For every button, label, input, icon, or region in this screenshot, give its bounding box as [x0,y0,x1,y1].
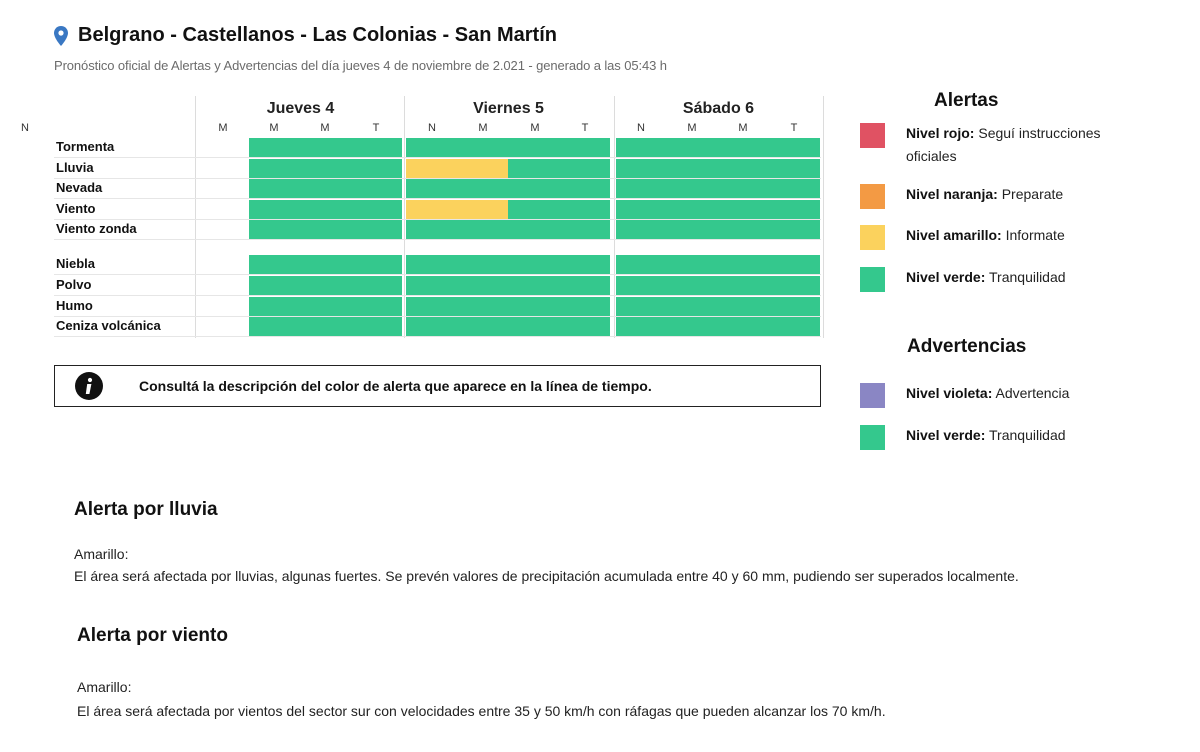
timeline-cell [249,297,287,316]
timeline-cell [326,297,364,316]
timeline-cell [364,317,402,336]
row-label: Viento [56,201,96,216]
timeline-cell [287,138,325,157]
slot-label: M [218,122,228,134]
legend-swatch-naranja [860,184,885,209]
legend-level-name: Nivel amarillo: [906,227,1002,243]
timeline-cell [718,159,769,178]
slot-label: T [790,122,798,134]
timeline-cell [508,255,559,274]
timeline-cell [559,179,610,198]
timeline-cell [457,179,508,198]
timeline-cell [406,317,457,336]
day-header-2: Viernes 5 [473,100,544,117]
timeline-cell [364,200,402,219]
slot-label: N [21,122,29,134]
legend-swatch-amarillo [860,225,885,250]
timeline-cell [287,297,325,316]
legend-swatch-verde [860,267,885,292]
row-label: Humo [56,298,93,313]
timeline-cell [406,297,457,316]
timeline-cell [326,179,364,198]
slot-label: M [269,122,279,134]
row-label: Tormenta [56,139,115,154]
slot-label: M [687,122,697,134]
row-separator [54,198,821,199]
timeline-cell [326,159,364,178]
slot-label: M [530,122,540,134]
legend-level-desc: Informate [1005,227,1065,243]
row-label: Viento zonda [56,221,137,236]
timeline-cell [287,179,325,198]
timeline-cell [406,179,457,198]
timeline-cell [457,200,508,219]
timeline-cell [559,138,610,157]
legend-level-desc: Seguí instrucciones oficiales [906,125,1101,164]
timeline-cell [769,138,820,157]
day-header-3: Sábado 6 [682,100,755,117]
timeline-cell [616,255,667,274]
legend-level-name: Nivel verde: [906,269,986,285]
timeline-cell [249,200,287,219]
timeline-cell [616,317,667,336]
slot-label: N [637,122,645,134]
legend-level-name: Nivel verde: [906,427,986,443]
timeline-cell [364,138,402,157]
timeline-cell [616,159,667,178]
info-text: Consultá la descripción del color de alerta que aparece en la línea de tiempo. [139,378,652,394]
timeline-cell [326,317,364,336]
timeline-cell [287,317,325,336]
timeline-cell [508,276,559,295]
timeline-cell [364,255,402,274]
timeline-cell [616,220,667,239]
row-label: Niebla [56,256,96,271]
timeline-cell [616,138,667,157]
timeline-cell [287,159,325,178]
timeline-cell [769,179,820,198]
slot-label: T [372,122,380,134]
timeline-cell [508,138,559,157]
day-separator [823,96,824,338]
timeline-cell [364,276,402,295]
slot-label: M [320,122,330,134]
timeline-cell [249,159,287,178]
timeline-cell [287,276,325,295]
timeline-cell [508,200,559,219]
timeline-cell [718,297,769,316]
timeline-cell [718,255,769,274]
slot-label: T [581,122,589,134]
day-header-1: Jueves 4 [266,100,335,117]
legend-item-naranja [906,183,1126,206]
slot-label: M [478,122,488,134]
timeline-cell [616,179,667,198]
row-label: Polvo [56,277,92,292]
timeline-cell [508,179,559,198]
timeline-cell [249,138,287,157]
day-separator [404,96,405,338]
timeline-cell [326,138,364,157]
timeline-cell [667,179,718,198]
timeline-cell [769,220,820,239]
timeline-cell [667,255,718,274]
timeline-cell [249,220,287,239]
timeline-cell [287,200,325,219]
timeline-cell [559,159,610,178]
row-separator [54,295,821,296]
timeline-cell [249,255,287,274]
timeline-cell [326,220,364,239]
timeline-cell [287,220,325,239]
slot-label: M [738,122,748,134]
timeline-cell [406,220,457,239]
day-separator [614,96,615,338]
timeline-cell [667,220,718,239]
timeline-cell [769,159,820,178]
timeline-cell [667,276,718,295]
legend-item-rojo [906,122,1126,168]
timeline-cell [616,276,667,295]
section-title-lluvia: Alerta por lluvia [74,499,218,520]
legend-alerts-title: Alertas [934,90,999,111]
legend-item-verde [906,266,1126,289]
timeline-cell [559,220,610,239]
timeline-cell [769,200,820,219]
timeline-cell [326,276,364,295]
timeline-cell [718,179,769,198]
row-separator [54,274,821,275]
timeline-cell [667,138,718,157]
timeline-cell [249,276,287,295]
slot-label: N [428,122,436,134]
timeline-cell [326,200,364,219]
timeline-cell [457,138,508,157]
row-label: Ceniza volcánica [56,318,161,333]
timeline-cell [457,276,508,295]
timeline-cell [559,297,610,316]
timeline-cell [406,255,457,274]
timeline-cell [667,159,718,178]
timeline-cell [406,138,457,157]
timeline-cell [326,255,364,274]
timeline-cell [457,297,508,316]
timeline-cell [508,297,559,316]
timeline-cell [406,276,457,295]
timeline-cell [457,159,508,178]
timeline-cell [406,159,457,178]
timeline-cell [667,200,718,219]
legend-level-name: Nivel naranja: [906,186,998,202]
legend-swatch-rojo [860,123,885,148]
legend-level-name: Nivel violeta: [906,385,993,401]
timeline-cell [364,179,402,198]
timeline-cell [559,200,610,219]
timeline-cell [667,297,718,316]
legend-level-desc: Tranquilidad [989,427,1066,443]
timeline-cell [718,276,769,295]
info-box [54,365,821,407]
timeline-cell [364,220,402,239]
timeline-cell [718,200,769,219]
timeline-cell [287,255,325,274]
row-label: Lluvia [56,160,94,175]
timeline-cell [508,317,559,336]
legend-swatch-verde [860,425,885,450]
row-label: Nevada [56,180,103,195]
timeline-cell [718,220,769,239]
legend-level-desc: Preparate [1001,186,1064,202]
timeline-cell [769,317,820,336]
timeline-cell [364,159,402,178]
timeline-cell [667,317,718,336]
timeline-cell [559,276,610,295]
legend-item-verde [906,424,1126,447]
timeline-cell [457,317,508,336]
row-separator [54,239,821,240]
timeline-cell [559,255,610,274]
day-separator [195,96,196,338]
section-text-lluvia: El área será afectada por lluvias, algunas fuertes. Se prevén valores de precipitación acumulada entre 40 y 60 mm, pudiendo ser superados localmente. [74,568,1019,584]
legend-level-name: Nivel rojo: [906,125,975,141]
timeline-cell [508,159,559,178]
timeline-cell [508,220,559,239]
page-title: Belgrano - Castellanos - Las Colonias - San Martín [78,24,557,46]
timeline-cell [364,297,402,316]
timeline-cell [616,200,667,219]
legend-warnings-title: Advertencias [907,336,1027,357]
legend-swatch-violeta [860,383,885,408]
timeline-cell [249,317,287,336]
timeline-cell [718,138,769,157]
timeline-cell [769,255,820,274]
legend-item-amarillo [906,224,1126,247]
section-level-lluvia: Amarillo: [74,546,129,562]
timeline-cell [457,255,508,274]
timeline-cell [769,276,820,295]
legend-level-desc: Advertencia [995,385,1070,401]
timeline-cell [406,200,457,219]
timeline-cell [718,317,769,336]
timeline-cell [616,297,667,316]
legend-item-violeta [906,382,1126,405]
section-text-viento: El área será afectada por vientos del sector sur con velocidades entre 35 y 50 km/h con ráfagas que pueden alcanzar los 70 km/h. [77,703,886,719]
row-separator [54,336,821,337]
page-subtitle: Pronóstico oficial de Alertas y Advertencias del día jueves 4 de noviembre de 2.021 - generado a las 05:43 h [54,58,667,73]
timeline-cell [249,179,287,198]
timeline-cell [457,220,508,239]
section-level-viento: Amarillo: [77,679,132,695]
row-separator [54,157,821,158]
legend-level-desc: Tranquilidad [989,269,1066,285]
info-icon [75,372,103,400]
timeline-cell [559,317,610,336]
timeline-cell [769,297,820,316]
section-title-viento: Alerta por viento [77,625,228,646]
